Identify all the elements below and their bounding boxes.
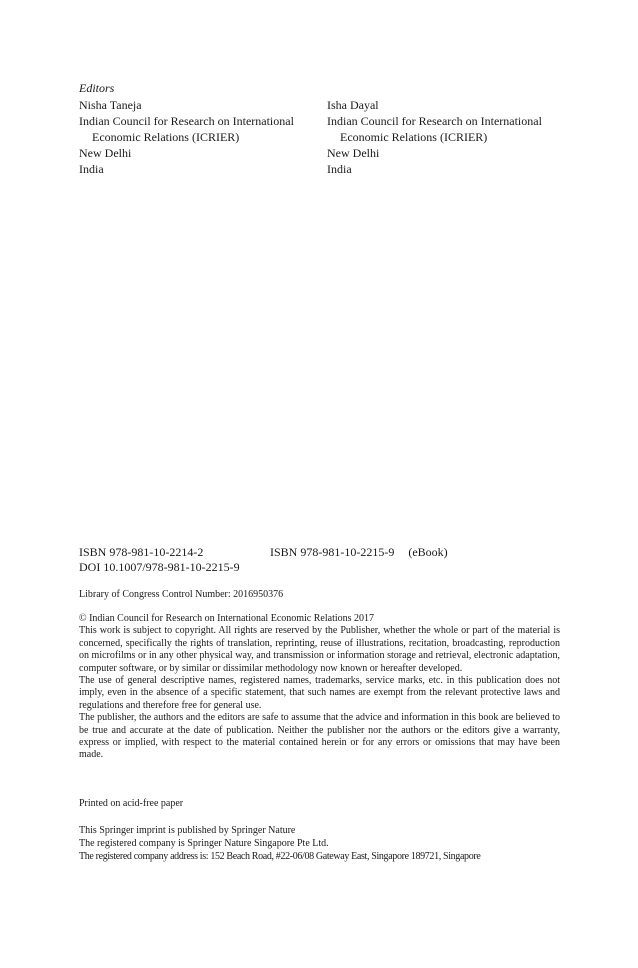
editor-country: India: [79, 162, 104, 176]
editor-block-left: [79, 97, 324, 177]
isbn-block: [79, 545, 448, 575]
printed-note: Printed on acid-free paper: [79, 798, 184, 809]
legal-notice: [79, 613, 560, 762]
copyright-paragraph: This work is subject to copyright. All rights are reserved by the Publisher, whether the whole or part of the material is concerned, specifically the rights of translation, reprinting, reuse of illustrations, recitation, broadcasting, reproduction on microfilms or in any other physical way, and transmission or information storage and retrieval, electronic adaptation, computer software, or by similar or dissimilar methodology now known or hereafter developed.: [79, 625, 560, 674]
editor-affiliation-line1: Indian Council for Research on International: [79, 114, 294, 128]
imprint-line: This Springer imprint is published by Springer Nature: [79, 825, 296, 836]
editor-city: New Delhi: [327, 146, 380, 160]
trademark-paragraph: The use of general descriptive names, registered names, trademarks, service marks, etc. in this publication does not imply, even in the absence of a specific statement, that such names are exempt from the relevant protective laws and regulations and therefore free for general use.: [79, 675, 560, 711]
editor-affiliation-line2: Economic Relations (ICRIER): [92, 130, 240, 144]
editor-city: New Delhi: [79, 146, 132, 160]
registered-address: The registered company address is: 152 Beach Road, #22-06/08 Gateway East, Singapore 189721, Singapore: [79, 851, 481, 862]
doi: DOI 10.1007/978-981-10-2215-9: [79, 560, 240, 574]
library-of-congress-number: Library of Congress Control Number: 2016950376: [79, 589, 284, 600]
editor-block-right: [327, 97, 567, 177]
editor-name: Nisha Taneja: [79, 98, 142, 112]
editor-affiliation-line2: Economic Relations (ICRIER): [340, 130, 488, 144]
isbn-ebook: ISBN 978-981-10-2215-9: [270, 545, 395, 559]
imprint-block: [79, 824, 564, 863]
isbn-ebook-type: (eBook): [408, 545, 448, 559]
registered-company: The registered company is Springer Nature Singapore Pte Ltd.: [79, 838, 329, 849]
disclaimer-paragraph: The publisher, the authors and the editors are safe to assume that the advice and information in this book are believed to be true and accurate at the date of publication. Neither the publisher nor the authors or the editors give a warranty, express or implied, with respect to the material contained herein or for any errors or omissions that may have been made.: [79, 712, 560, 761]
isbn-print: ISBN 978-981-10-2214-2: [79, 545, 204, 559]
editor-affiliation-line1: Indian Council for Research on International: [327, 114, 542, 128]
isbn-row: [79, 545, 448, 560]
editor-name: Isha Dayal: [327, 98, 379, 112]
editor-country: India: [327, 162, 352, 176]
copyright-line: © Indian Council for Research on International Economic Relations 2017: [79, 613, 375, 624]
editors-heading: Editors: [79, 81, 115, 95]
